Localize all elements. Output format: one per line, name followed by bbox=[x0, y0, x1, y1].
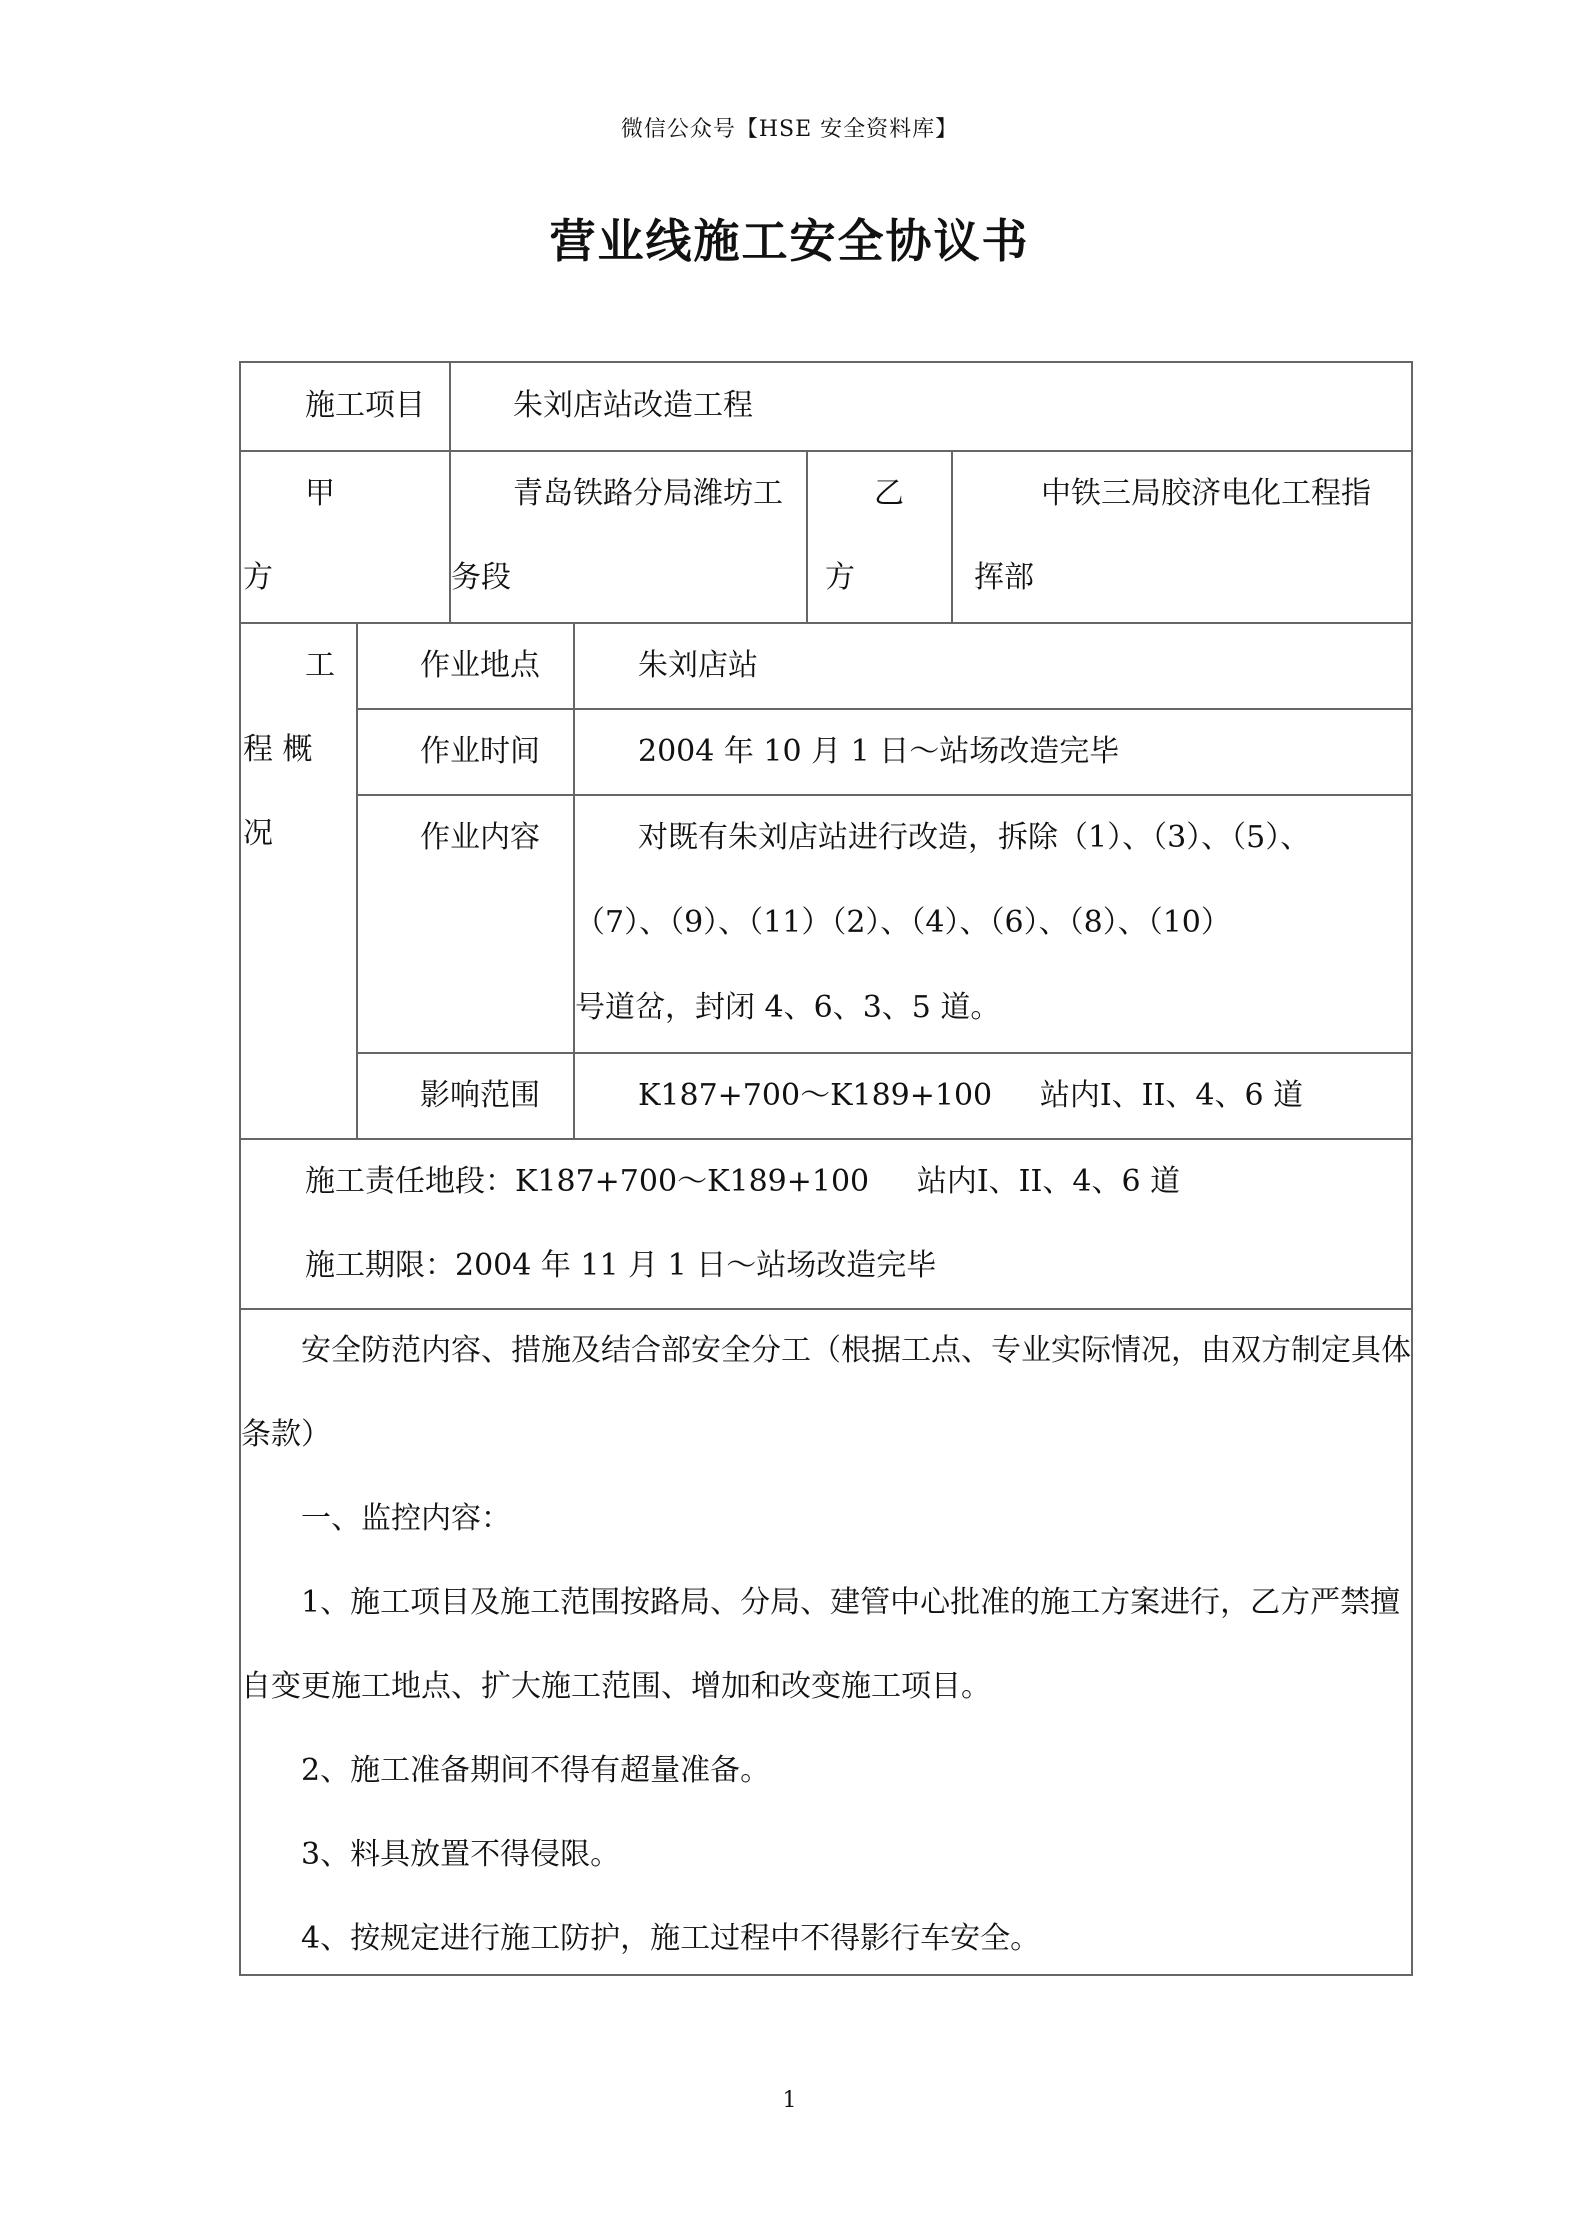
content-label: 作业内容 bbox=[420, 820, 540, 855]
safety-item-1: 1、施工项目及施工范围按路局、分局、建管中心批准的施工方案进行，乙方严禁擅自变更施工地点、扩大施工范围、增加和改变施工项目。 bbox=[241, 1585, 1401, 1704]
scope-value: K187+700～K189+100 站内Ⅰ、II、4、6 道 bbox=[638, 1078, 1304, 1113]
time-value: 2004 年 10 月 1 日～站场改造完毕 bbox=[638, 734, 1120, 769]
safety-intro: 安全防范内容、措施及结合部安全分工（根据工点、专业实际情况，由双方制定具体条款） bbox=[241, 1333, 1411, 1452]
party-a-value-cont: 务段 bbox=[451, 560, 511, 595]
content-line-2: （7）、（9）、（11）（2）、（4）、（6）、（8）、（10） bbox=[575, 905, 1231, 940]
safety-item-4: 4、按规定进行施工防护，施工过程中不得影行车安全。 bbox=[301, 1921, 1041, 1956]
safety-item-3: 3、料具放置不得侵限。 bbox=[301, 1837, 621, 1872]
content-line-1: 对既有朱刘店站进行改造，拆除（1）、（3）、（5）、 bbox=[638, 820, 1311, 855]
safety-item-2: 2、施工准备期间不得有超量准备。 bbox=[301, 1753, 771, 1788]
scope-label: 影响范围 bbox=[420, 1078, 540, 1113]
party-a-value: 青岛铁路分局潍坊工 bbox=[513, 476, 783, 511]
party-b-label-cont: 方 bbox=[825, 560, 855, 595]
project-value: 朱刘店站改造工程 bbox=[513, 388, 753, 423]
document-title: 营业线施工安全协议书 bbox=[549, 214, 1030, 268]
location-label: 作业地点 bbox=[420, 648, 540, 683]
safety-heading: 一、监控内容： bbox=[301, 1501, 511, 1536]
location-value: 朱刘店站 bbox=[638, 648, 758, 683]
content-line-3: 号道岔，封闭 4、6、3、5 道。 bbox=[575, 990, 1001, 1025]
responsibility-period: 施工期限：2004 年 11 月 1 日～站场改造完毕 bbox=[305, 1248, 937, 1283]
page-number: 1 bbox=[782, 2088, 797, 2113]
party-b-value-cont: 挥部 bbox=[974, 560, 1034, 595]
overview-label: 工 bbox=[305, 648, 335, 683]
party-b-label: 乙 bbox=[874, 476, 904, 511]
overview-label-end: 况 bbox=[243, 816, 273, 851]
page-header: 微信公众号【HSE 安全资料库】 bbox=[620, 117, 959, 142]
project-label: 施工项目 bbox=[305, 388, 425, 423]
agreement-table bbox=[239, 361, 1413, 1976]
party-a-label-cont: 方 bbox=[243, 560, 273, 595]
time-label: 作业时间 bbox=[420, 734, 540, 769]
party-a-label: 甲 bbox=[305, 476, 335, 511]
party-b-value: 中铁三局胶济电化工程指 bbox=[1041, 476, 1371, 511]
overview-label-cont: 程 概 bbox=[243, 732, 313, 767]
responsibility-section: 施工责任地段：K187+700～K189+100 站内Ⅰ、II、4、6 道 bbox=[305, 1164, 1181, 1199]
